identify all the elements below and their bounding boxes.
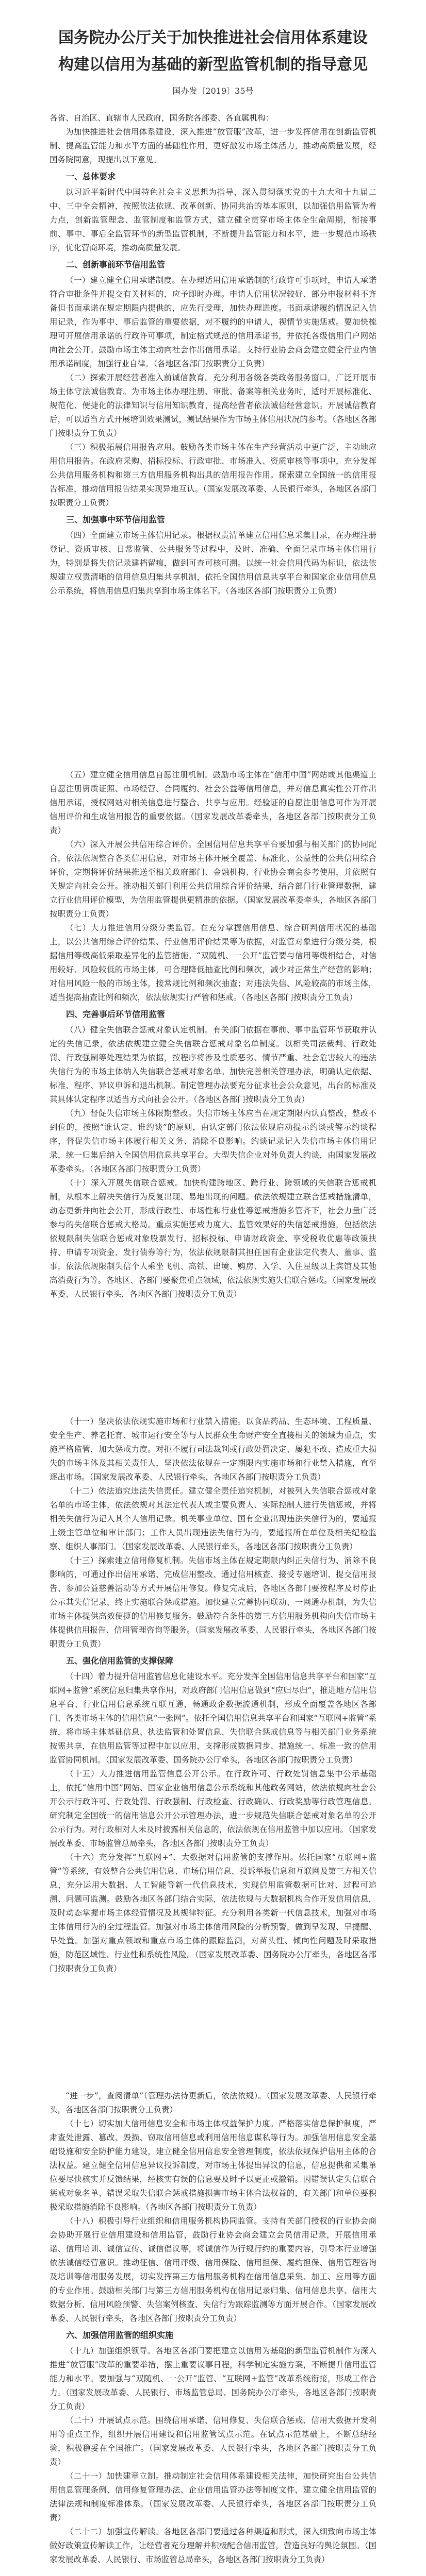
section-6-heading: 六、加强信用监管的组织实施 [66, 2330, 174, 2340]
section-2-paragraph-3: （三）积极拓展信用报告应用。鼓励各类市场主体在生产经营活动中更广泛、主动地应用信用报告。在政府采购、招标投标、行政审批、市场准入、资质审核等事项中，充分发挥公共信用服务机构和第三方信用服务机构出具的信用报告作用。探索建立全国统一的信用报告标准，推动信用报告结果实现异地互认。（国家发展改革委、人民银行牵头，各地区各部门按职责分工负责） [50, 443, 376, 507]
page-gap [50, 1301, 376, 1415]
page-gap [50, 598, 376, 768]
section-4-paragraph-6: （十三）探索建立信用修复机制。失信市场主体在规定期限内纠正失信行为、消除不良影响的，可通过作出信用承诺、完成信用整改、通过信用核查、接受专题培训、提交信用报告、参加公益慈善活动等方式开展信用修复。修复完成后，各地区各部门要按程序及时停止公示其失信记录，终止实施联合惩戒措施。加快建立完善协同联动、一网通办机制，为失信市场主体提供高效便捷的信用修复服务。鼓励符合条件的第三方信用服务机构向失信市场主体提供信用报告、信用管理咨询等服务。（国家发展改革委、人民银行牵头，各地区各部门按职责分工负责） [50, 1556, 376, 1649]
section-2-heading: 二、创新事前环节信用监管 [66, 260, 166, 269]
signature-gap [50, 2567, 376, 2576]
section-6-paragraph-1: （十九）加强组织领导。各地区各部门要把建立以信用为基础的新型监管机制作为深入推进“放管服”改革的重要举措，摆上重要议事日程，科学制定实施方案，不断提升信用监管能力和水平。要加强与“双随机、一公开”监管、“互联网+监管”改革系统衔接，形成工作合力。（国家发展改革委、人民银行、市场监管总局、国务院办公厅牵头，各地区各部门按职责分工负责） [50, 2346, 376, 2411]
salutation: 各省、自治区、直辖市人民政府，国务院各部委、各直属机构： [50, 113, 274, 123]
section-5-heading: 五、强化信用监管的支撑保障 [66, 1656, 174, 1666]
section-3-heading: 三、加强事中环节信用监管 [66, 515, 166, 524]
document-number: 国办发〔2019〕35号 [172, 86, 254, 96]
section-3-paragraph-1: （四）全面建立市场主体信用记录。根据权责清单建立信用信息采集目录，在办理注册登记、资质审核、日常监管、公共服务等过程中，及时、准确、全面记录市场主体信用行为，特别是将失信记录建档留痕，做到可查可核可溯。以统一社会信用代码为标识，依法依规建立权责清晰的信用信息归集共享机制，依托全国信用信息共享平台和国家企业信用信息公示系统，将信用信息归集共享到市场主体名下。（各地区各部门按职责分工负责） [50, 531, 376, 596]
section-1-heading: 一、总体要求 [66, 172, 116, 181]
section-3-paragraph-2: （五）建立健全信用信息自愿注册机制。鼓励市场主体在“信用中国”网站或其他渠道上自愿注册资质证照、市场经营、合同履约、社会公益等信用信息，并对信息真实性公开作出信用承诺，授权网站对相关信息进行整合、共享与应用。经验证的自愿注册信息可作为开展信用评价和生成信用报告的重要依据。（国家发展改革委牵头，各地区各部门按职责分工负责） [50, 770, 376, 835]
section-6-paragraph-3: （二十一）加快建章立制。推动制定社会信用体系建设相关法律，加快研究出台公共信用信息管理条例、信用修复管理办法、企业信用监管办法等制度文件，建立健全信用监管的法律法规和制度标准体系。（国家发展改革委、人民银行牵头，各地区各部门按职责分工负责） [50, 2471, 376, 2522]
section-4-heading: 四、完善事后环节信用监管 [66, 1009, 166, 1019]
section-5-paragraph-1: （十四）着力提升信用监管信息化建设水平。充分发挥全国信用信息共享平台和国家“互联网+监管”系统信息归集共享作用，对政府部门信用信息做到“应归尽归”，推进地方信用信息平台、行业信用信息系统互联互通，畅通政企数据流通机制，形成全面覆盖各地区各部门、各类市场主体的信用信息“一张网”。依托全国信用信息共享平台和国家“互联网+监管”系统，将市场主体基础信息、执法监管和处置信息、失信联合惩戒信息等与相关部门业务系统按需共享，在信用监管等过程中加以应用，支撑形成数据同步、措施统一、标准一致的信用监管协同机制。（国家发展改革委、国务院办公厅牵头，各地区各部门按职责分工负责） [50, 1672, 376, 1765]
section-5-paragraph-4: “进一步”，查阅清单”（管理办法待更新后，依法依规）。（国家发展改革委、人民银行牵头，各地区各部门按职责分工负责） [50, 2091, 376, 2114]
section-5-paragraph-2: （十五）大力推进信用监管信息公开公示。在行政许可、行政处罚信息集中公示基础上，依托“信用中国”网站、国家企业信用信息公示系统和其他政务网站，依法依规向社会公开公示行政许可、行政处罚、行政强制、行政检查、行政确认、行政奖励等行政管理信息。研究制定全国统一的信用信息公开公示管理办法，进一步规范失信联合惩戒对象名单的公开公示行为。对行政相对人未及时披露相关信息的，依法依规在信用监管中加以应用。（国家发展改革委、市场监管总局牵头，各地区各部门按职责分工负责） [50, 1769, 376, 1848]
section-4-paragraph-1: （八）健全失信联合惩戒对象认定机制。有关部门依据在事前、事中监管环节获取并认定的失信记录，依法依规建立健全失信联合惩戒对象名单制度。以相关司法裁判、行政处罚、行政强制等处理结果为依据，按程序将涉及性质恶劣、情节严重、社会危害较大的违法失信行为的市场主体纳入失信联合惩戒对象名单。加快完善相关管理办法，明确认定依据、标准、程序、异议申诉和退出机制。制定管理办法要充分征求社会公众意见，出台的标准及其具体认定程序以适当方式向社会公开。（各地区各部门按职责分工负责） [50, 1025, 376, 1104]
document-title-line1: 国务院办公厅关于加快推进社会信用体系建设 [58, 29, 368, 47]
section-3-paragraph-3: （六）深入开展公共信用综合评价。全国信用信息共享平台要加强与相关部门的协同配合，依法依规整合各类信用信息，对市场主体开展全覆盖、标准化、公益性的公共信用综合评价，定期将评价结果推送至相关政府部门、金融机构、行业协会商会参考使用，并依照有关规定向社会公开。推动相关部门利用公共信用综合评价结果，结合部门行业管理数据，建立行业信用评价模型，为信用监管提供更精准的依据。（国家发展改革委牵头，各地区各部门按职责分工负责） [50, 840, 376, 919]
document-title-line2: 构建以信用为基础的新型监管机制的指导意见 [58, 56, 368, 74]
section-5-paragraph-5: （十七）切实加大信用信息安全和市场主体权益保护力度。严格落实信息保护制度，严肃查处泄露、篡改、毁损、窃取信用信息或利用信用信息谋私等行为。加强信用信息安全基础设施和安全防护能力建设，建立健全信用信息安全管理制度，依法依规保护信用主体的合法权益。建立健全信用信息异议投诉制度，对市场主体提出异议的信息，信息提供和采集单位要尽快核实并反馈结果，经核实有误的信息要及时予以更正或撤销。因错误认定失信联合惩戒对象名单、错误采取失信联合惩戒措施损害市场主体合法权益的，有关部门和单位要积极采取措施消除不良影响。（各地区各部门按职责分工负责） [50, 2119, 376, 2212]
section-4-paragraph-3: （十）深入开展失信联合惩戒。加快构建跨地区、跨行业、跨领域的失信联合惩戒机制，从根本上解决失信行为反复出现、易地出现的问题。依法依规建立联合惩戒措施清单，动态更新并向社会公开，形成行政性、市场性和行业性等惩戒措施多管齐下，社会力量广泛参与的失信联合惩戒大格局。重点实施惩戒力度大、监管效果好的失信惩戒措施，包括依法依规限制失信联合惩戒对象股票发行、招标投标、申请财政资金、享受税收优惠等政策扶持、申请专项资金、发行债券等行为，依法依规限制其担任国有企业法定代表人、董事、监事，依法依规限制失信个人乘坐飞机、高铁、出境、购房、入学、入住星级以上宾馆及其他高消费行为等。各地区、各部门要聚焦重点领域，依法依规实施失信联合惩戒。（国家发展改革委、人民银行牵头，各地区各部门按职责分工负责） [50, 1178, 376, 1299]
section-4-paragraph-5: （十二）依法追究违法失信责任。建立健全责任追究机制，对被列入失信联合惩戒对象名单的市场主体，依法依规对其法定代表人或主要负责人、实际控制人进行失信惩戒，并将相关失信行为记入其个人信用记录。机关事业单位、国有企业出现违法失信行为的，要通报上级主管单位和审计部门；工作人员出现违法失信行为的，要通报所在单位及相关纪检监察、组织人事部门。（国家发展改革委、人民银行牵头，各地区各部门按职责分工负责） [50, 1486, 376, 1551]
intro-paragraph: 为加快推进社会信用体系建设，深入推进“放管服”改革，进一步发挥信用在创新监管机制、提高监管能力和水平方面的基础性作用，更好激发市场主体活力，推动高质量发展，经国务院同意，现提出以下意见。 [50, 127, 376, 164]
section-4-paragraph-4: （十一）坚决依法依规实施市场和行业禁入措施。以食品药品、生态环境、工程质量、安全生产、养老托育、城市运行安全等与人民群众生命财产安全直接相关的领域为重点，实施严格监管，加大惩戒力度。对拒不履行司法裁判或行政处罚决定、屡犯不改、造成重大损失的市场主体及其相关责任人，坚决依法依规在一定期限内实施市场和行业禁入措施，直至逐出市场。（国家发展改革委、人民银行牵头，各地区各部门按职责分工负责） [50, 1417, 376, 1482]
section-5-paragraph-3: （十六）充分发挥“互联网+”、大数据对信用监管的支撑作用。依托国家“互联网+监管”等系统，有效整合公共信用信息、市场信用信息、投诉举报信息和互联网及第三方相关信息，充分运用大数据、人工智能等新一代信息技术，实现信用监管数据可比对、过程可追溯、问题可监测。鼓励各地区各部门结合实际，依法依规与大数据机构合作开发信用信息，及时动态掌握市场主体经营情况及其规律特征。充分利用各类新一代信息技术，加强对市场主体信用行为的全过程监管。加强对市场主体信用风险的分析预警，做到早发现、早提醒、早处置。加强对重点领域和重点市场主体的跟踪监测，对苗头性、倾向性问题及时采取措施，防范区域性、行业性和系统性风险。（国家发展改革委、国务院办公厅牵头，各地区各部门按职责分工负责） [50, 1853, 376, 1973]
page-gap [50, 1976, 376, 2089]
section-2-paragraph-2: （二）探索开展经营者准入前诚信教育。充分利用各级各类政务服务窗口，广泛开展市场主体守法诚信教育。为市场主体办理注册、审批、备案等相关业务时，适时开展标准化、规范化、便捷化的法律知识与信用知识教育，提高经营者依法诚信经营意识。开展诚信教育后，可以适当方式开展培训效果测试，测试结果作为市场主体信用状况的参考。（各地区各部门按职责分工负责） [50, 373, 376, 438]
section-1-body: 以习近平新时代中国特色社会主义思想为指导，深入贯彻落实党的十九大和十九届二中、三中全会精神，按照依法依规、改革创新、协同共治的基本原则，以加强信用监管为着力点，创新监管理念、监管制度和监管方式，建立健全贯穿市场主体全生命周期，衔接事前、事中、事后全监管环节的新型监管机制，不断提升监管能力和水平，进一步规范市场秩序，优化营商环境，推动高质量发展。 [50, 188, 376, 252]
section-6-paragraph-2: （二十）开展试点示范。围绕信用承诺、信用修复、失信联合惩戒、信用大数据开发利用等重点工作，组织开展信用建设和信用监管试点示范。在试点示范基础上，不断总结经验，积极稳妥在全国推广。（国家发展改革委、人民银行牵头，各地区各部门按职责分工负责） [50, 2416, 376, 2467]
section-4-paragraph-2: （九）督促失信市场主体限期整改。失信市场主体应当在规定期限内认真整改，整改不到位的，按照“谁认定、谁约谈”的原则，由认定部门依法依规启动提示约谈或警示约谈程序，督促失信市场主体履行相关义务、消除不良影响。约谈记录记入失信市场主体信用记录，统一归集后纳入全国信用信息共享平台。大型失信企业对外负责人约谈，由国家发展改革委牵头。（各地区各部门按职责分工负责） [50, 1109, 376, 1174]
section-5-paragraph-6: （十八）积极引导行业组织和信用服务机构协同监管。支持有关部门授权的行业协会商会协助开展行业信用建设和信用监管，鼓励行业协会商会建立会员信用记录，开展信用承诺、信用培训、诚信宣传、诚信倡议等，将诚信作为行规行约的重要内容，引导本行业增强依法诚信经营意识。推动征信、信用评级、信用保险、信用担保、履约担保、信用管理咨询及培训等信用服务发展，切实发挥第三方信用服务机构在信用信息采集、加工、应用等方面的专业作用。鼓励相关部门与第三方信用服务机构在信用记录归集、信用信息共享、信用大数据分析、信用风险预警、失信案例核查、失信行为跟踪监测等方面开展合作。（国家发展改革委、人民银行牵头，各地区各部门按职责分工负责） [50, 2216, 376, 2323]
section-2-paragraph-1: （一）建立健全信用承诺制度。在办理适用信用承诺制的行政许可事项时，申请人承诺符合审批条件并提交有关材料的，应予即时办理。申请人信用状况较好、部分申报材料不齐备但书面承诺在规定期限内提供的，应先行受理，加快办理进度。书面承诺履约情况记入信用记录，作为事中、事后监管的重要依据，对不履约的申请人，视情节实施惩戒。要加快梳理可开展信用承诺的行政许可事项，制定格式规范的信用承诺书，并依托各级信用门户网站向社会公开。鼓励市场主体主动向社会作出信用承诺。支持行业协会商会建立健全行业内信用承诺制度，加强行业自律。（各地区各部门按职责分工负责） [50, 276, 376, 368]
section-3-paragraph-4: （七）大力推进信用分级分类监管。在充分掌握信用信息、综合研判信用状况的基础上，以公共信用综合评价结果、行业信用评价结果等为依据，对监管对象进行分级分类，根据信用等级高低采取差异化的监管措施。“双随机、一公开”监管要与信用等级相结合，对信用较好、风险较低的市场主体，可合理降低抽查比例和频次，减少对正常生产经营的影响；对信用风险一般的市场主体，按常规比例和频次抽查；对违法失信、风险较高的市场主体，适当提高抽查比例和频次，依法依规实行严管和惩戒。（各地区各部门按职责分工负责） [50, 923, 376, 1002]
section-6-paragraph-4: （二十二）加强宣传解读。各地区各部门要通过各种渠道和形式，深入细致向市场主体做好政策宣传解读工作，让经营者充分理解并积极配合信用监管，营造良好的舆论氛围。（国家发展改革委、人民银行、市场监管总局牵头，各地区各部门按职责分工负责） [50, 2527, 376, 2564]
